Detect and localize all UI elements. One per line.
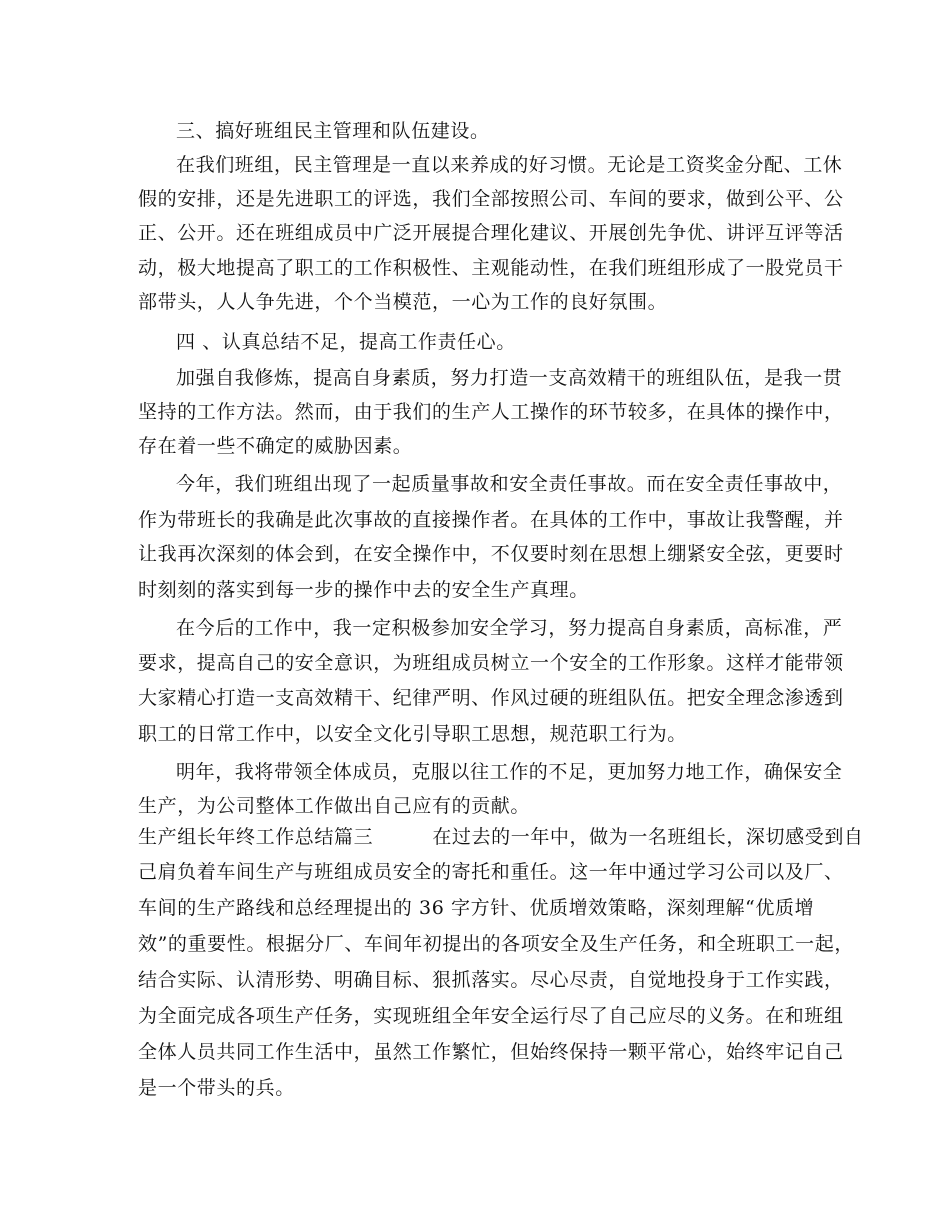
paragraph-line: 作为带班长的我确是此次事故的直接操作者。在具体的工作中，事故让我警醒，并: [138, 509, 844, 531]
paragraph-line: 假的安排，还是先进职工的评选，我们全部按照公司、车间的要求，做到公平、公: [138, 188, 844, 210]
paragraph-line: 结合实际、认清形势、明确目标、狠抓落实。尽心尽责，自觉地投身于工作实践，: [138, 969, 844, 991]
paragraph-line: 存在着一些不确定的威胁因素。: [138, 435, 413, 457]
paragraph-line: 时刻刻的落实到每一步的操作中去的安全生产真理。: [138, 579, 589, 601]
paragraph-line: 大家精心打造一支高效精干、纪律严明、作风过硬的班组队伍。把安全理念渗透到: [138, 687, 844, 709]
paragraph-line: 坚持的工作方法。然而，由于我们的生产人工操作的环节较多，在具体的操作中，: [138, 401, 844, 423]
paragraph-line: 车间的生产路线和总经理提出的 36 字方针、优质增效策略，深刻理解“优质增: [138, 897, 815, 919]
paragraph-line: 全体人员共同工作生活中，虽然工作繁忙，但始终保持一颗平常心，始终牢记自己: [138, 1041, 844, 1063]
paragraph-line: 要求，提高自己的安全意识，为班组成员树立一个安全的工作形象。这样才能带领: [138, 652, 844, 674]
paragraph-line: 为全面完成各项生产任务，实现班组全年安全运行尽了自己应尽的义务。在和班组: [138, 1005, 844, 1027]
paragraph-line: 加强自我修炼，提高自身素质，努力打造一支高效精干的班组队伍，是我一贯: [176, 367, 843, 389]
paragraph-line: 在我们班组，民主管理是一直以来养成的好习惯。无论是工资奖金分配、工休: [176, 154, 843, 176]
section-title-line: 生产组长年终工作总结篇三 在过去的一年中，做为一名班组长，深切感受到自: [138, 826, 864, 848]
paragraph-line: 动，极大地提高了职工的工作积极性、主观能动性，在我们班组形成了一股党员干: [138, 257, 844, 279]
paragraph-line: 效”的重要性。根据分厂、车间年初提出的各项安全及生产任务，和全班职工一起，: [138, 933, 854, 955]
paragraph-line: 己肩负着车间生产与班组成员安全的寄托和重任。这一年中通过学习公司以及厂、: [138, 861, 844, 883]
paragraph-line: 职工的日常工作中，以安全文化引导职工思想，规范职工行为。: [138, 723, 687, 745]
paragraph-line: 生产，为公司整体工作做出自己应有的贡献。: [138, 795, 531, 817]
paragraph-line: 让我再次深刻的体会到，在安全操作中，不仅要时刻在思想上绷紧安全弦，更要时: [138, 543, 844, 565]
paragraph-line: 今年，我们班组出现了一起质量事故和安全责任事故。而在安全责任事故中，: [176, 473, 843, 495]
paragraph-line: 部带头，人人争先进，个个当模范，一心为工作的良好氛围。: [138, 291, 668, 313]
paragraph-line: 是一个带头的兵。: [138, 1077, 295, 1099]
paragraph-line: 在今后的工作中，我一定积极参加安全学习，努力提高自身素质，高标准，严: [176, 617, 843, 639]
heading-section-four: 四 、认真总结不足，提高工作责任心。: [176, 331, 516, 353]
paragraph-line: 正、公开。还在班组成员中广泛开展提合理化建议、开展创先争优、讲评互评等活: [138, 222, 844, 244]
heading-section-three: 三、搞好班组民主管理和队伍建设。: [176, 120, 490, 142]
paragraph-line: 明年，我将带领全体成员，克服以往工作的不足，更加努力地工作，确保安全: [176, 761, 843, 783]
